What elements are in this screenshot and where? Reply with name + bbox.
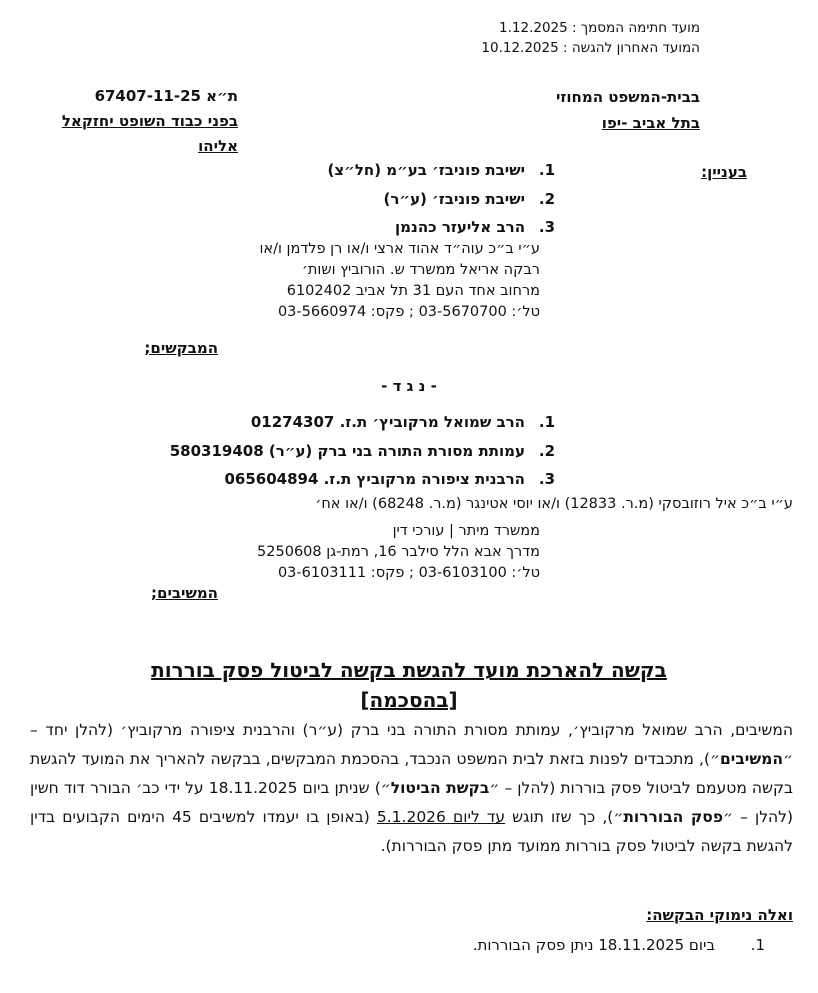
- court-header: [556, 84, 700, 136]
- versus-divider: - נ ג ד -: [381, 377, 437, 395]
- grounds-heading: ואלה נימוקי הבקשה:: [646, 906, 793, 924]
- in-re-label: בעניין:: [701, 163, 747, 181]
- case-header: [62, 84, 238, 159]
- respondent-name: עמותת מסורת התורה בני ברק (ע״ר) 580319408: [169, 441, 525, 460]
- respondents-counsel-line: ע״י ב״כ איל רוזובסקי (מ.ר. 12833) ו/או יוסי אטינגר (מ.ר. 68248) ו/או אח׳: [315, 496, 793, 512]
- motion-body: המשיבים, הרב שמואל מרקוביץ׳, עמותת מסורת התורה בני ברק (ע״ר) והרבנית ציפורה מרקוביץ׳ (להלן יחד – ״המשיבים״), מתכבדים לפנות בזאת לבית המשפט הנכבד, בהסכמת המבקשים, בבקשה להאריך את המועד להגשת בקשה מטעמם לביטול פסק בוררות (להלן – ״בקשת הביטול״) שניתן ביום 18.11.2025 על ידי כב׳ הבורר דוד חשין (להלן – ״פסק הבוררות״), כך שזו תוגש עד ליום 5.1.2026 (באופן בו יעמדו למשיבים 45 הימים הקבועים בדין להגשת בקשה לביטול פסק בוררות ממועד מתן פסק הבוררות).: [30, 721, 793, 855]
- respondent-item: [170, 442, 555, 471]
- respondent-name: הרבנית ציפורה מרקוביץ ת.ז. 065604894: [224, 470, 525, 488]
- judge-name-line2: אליהו: [198, 137, 238, 155]
- filing-deadline: המועד האחרון להגשה : 10.12.2025: [481, 40, 700, 56]
- court-city: בתל אביב -יפו: [601, 114, 700, 132]
- respondents-counsel-line: טל׳: 03-6103100 ; פקס: 03-6103111: [277, 565, 540, 581]
- petitioners-list: [328, 161, 555, 247]
- petitioners-counsel-line: טל׳: 03-5670700 ; פקס: 03-5660974: [277, 304, 540, 320]
- petitioners-counsel-block: [259, 239, 540, 323]
- respondent-number: 1.: [538, 413, 555, 431]
- respondents-label: המשיבים;: [151, 584, 218, 602]
- ground-number: 1.: [750, 936, 765, 954]
- respondent-name: הרב שמואל מרקוביץ׳ ת.ז. 01274307: [250, 413, 525, 431]
- petitioner-number: 2.: [538, 189, 555, 208]
- petitioner-number: 1.: [538, 161, 555, 179]
- respondents-list: [170, 413, 555, 499]
- ground-text: ביום 18.11.2025 ניתן פסק הבוררות.: [472, 936, 715, 954]
- ground-item: [473, 936, 765, 954]
- signature-date: מועד חתימה המסמך : 1.12.2025: [499, 20, 700, 36]
- petitioner-item: [328, 161, 555, 190]
- petitioner-item: [328, 190, 555, 219]
- judge-name-line1: בפני כבוד השופט יחזקאל: [61, 112, 238, 130]
- motion-title-block: [0, 655, 818, 715]
- petitioners-counsel-line: רבקה אריאל ממשרד ש. הורוביץ ושות׳: [301, 262, 540, 278]
- petitioner-name: הרב אליעזר כהנמן: [395, 218, 525, 236]
- respondent-number: 3.: [538, 470, 555, 488]
- case-number: ת״א 67407-11-25: [94, 87, 238, 105]
- petitioner-number: 3.: [538, 218, 555, 236]
- petitioners-counsel-line: ע״י ב״כ עוה״ד אהוד ארצי ו/או רן פלדמן ו/או: [259, 241, 540, 257]
- court-name: בבית-המשפט המחוזי: [555, 88, 700, 106]
- petitioner-name: ישיבת פוניבז׳ (ע״ר): [383, 189, 525, 208]
- respondents-counsel-line: מדרך אבא הלל סילבר 16, רמת-גן 5250608: [257, 544, 540, 560]
- document-dates: [481, 18, 700, 58]
- petitioner-name: ישיבת פוניבז׳ בע״מ (חל״צ): [327, 161, 525, 179]
- petitioners-label: המבקשים;: [144, 339, 218, 357]
- petitioners-counsel-line: מרחוב אחד העם 31 תל אביב 6102402: [286, 283, 540, 299]
- respondents-counsel-line: ממשרד מיתר | עורכי דין: [392, 523, 540, 539]
- motion-title: בקשה להארכת מועד להגשת בקשה לביטול פסק בוררות: [151, 658, 667, 682]
- respondent-number: 2.: [538, 441, 555, 460]
- respondent-item: [170, 413, 555, 442]
- respondents-counsel-block: [257, 521, 540, 584]
- motion-subtitle: [בהסכמה]: [360, 688, 458, 712]
